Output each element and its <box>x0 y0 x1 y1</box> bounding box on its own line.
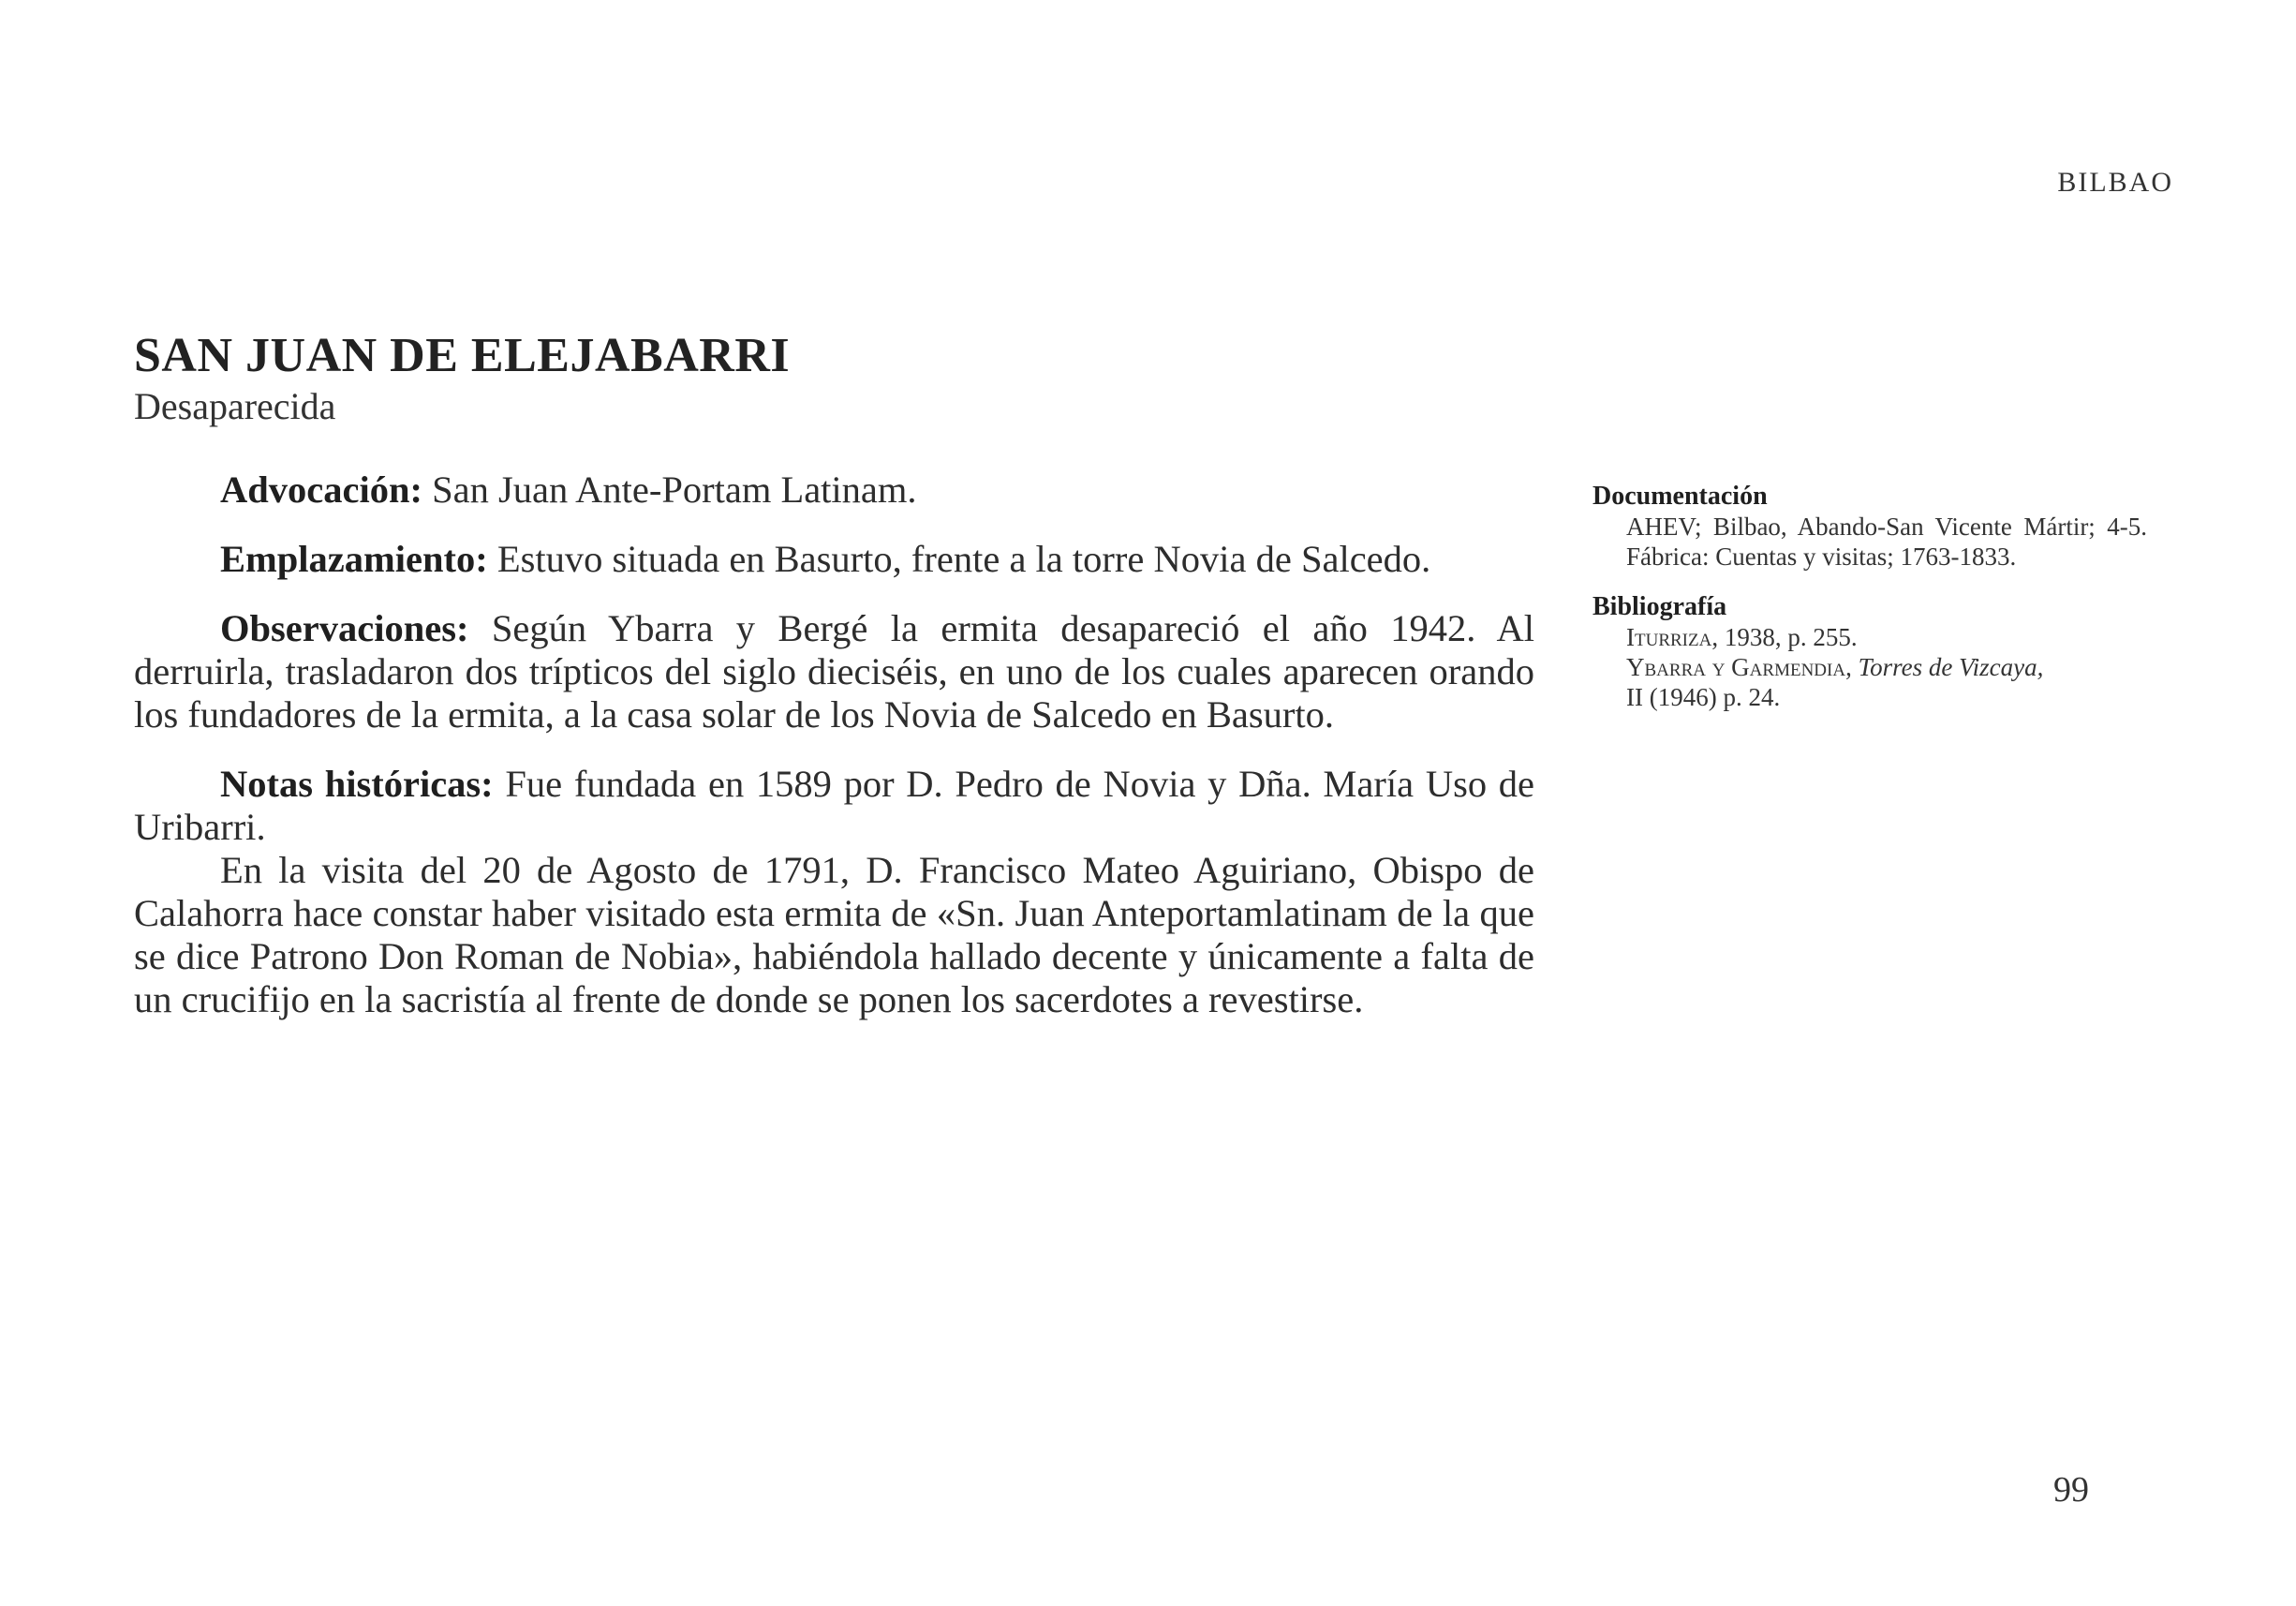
ref-1-details: , 1938, p. 255. <box>1711 623 1858 651</box>
advocacion-text: San Juan Ante-Portam Latinam. <box>432 468 917 511</box>
sidebar-notes <box>1592 482 2147 712</box>
bibliografia-heading: Bibliografía <box>1592 592 1727 621</box>
notas-label: Notas históricas: <box>220 763 494 805</box>
page-number: 99 <box>2053 1470 2089 1509</box>
notas-paragraph-2: En la visita del 20 de Agosto de 1791, D. Francisco Mateo Aguiriano, Obispo de Calahorra hace constar haber visitado esta ermita de «Sn. Juan Anteportamlatinam de la que se dice Patrono Don Roman de Nobia», habiéndola hallado decente y únicamente a falta de un crucifijo en la sacristía al frente de donde se ponen los sacerdotes a revestirse. <box>134 849 1534 1020</box>
entry-subtitle: Desaparecida <box>134 385 336 427</box>
bibliografia-ref-2-details: II (1946) p. 24. <box>1626 683 1781 711</box>
documentacion-heading: Documentación <box>1592 482 1768 511</box>
main-text <box>134 468 1534 1021</box>
notas-text: Fue fundada en 1589 por D. Pedro de Novia y Dña. María Uso de Uribarri. <box>134 763 1535 848</box>
documentacion-text: AHEV; Bilbao, Abando-San Vicente Mártir; 4-5. Fábrica: Cuentas y visitas; 1763-1833. <box>1626 513 2147 571</box>
observaciones-text: Según Ybarra y Bergé la ermita desapareció el año 1942. Al derruirla, trasladaron dos trípticos del siglo dieciséis, en uno de los cuales aparecen orando los fundadores de la ermita, a la casa solar de los Novia de Salcedo en Basurto. <box>134 607 1534 736</box>
ref-2-author: Ybarra y Garmendia <box>1626 653 1846 681</box>
ref-2-separator: , <box>1845 653 1859 681</box>
emplazamiento-paragraph <box>134 538 1534 581</box>
bibliografia-ref-1 <box>1592 622 2147 652</box>
bibliografia-ref-2 <box>1592 652 2147 682</box>
ref-1-author: Iturriza <box>1626 623 1712 651</box>
advocacion-paragraph <box>134 468 1534 512</box>
emplazamiento-text: Estuvo situada en Basurto, frente a la torre Novia de Salcedo. <box>496 538 1431 580</box>
ref-2-title: Torres de Vizcaya, <box>1858 653 2044 681</box>
entry-title: SAN JUAN DE ELEJABARRI <box>134 329 791 382</box>
notas-paragraph <box>134 763 1534 849</box>
observaciones-label: Observaciones: <box>220 607 469 649</box>
observaciones-paragraph <box>134 607 1534 736</box>
running-head: BILBAO <box>2057 167 2173 198</box>
advocacion-label: Advocación: <box>220 468 422 511</box>
emplazamiento-label: Emplazamiento: <box>220 538 488 580</box>
